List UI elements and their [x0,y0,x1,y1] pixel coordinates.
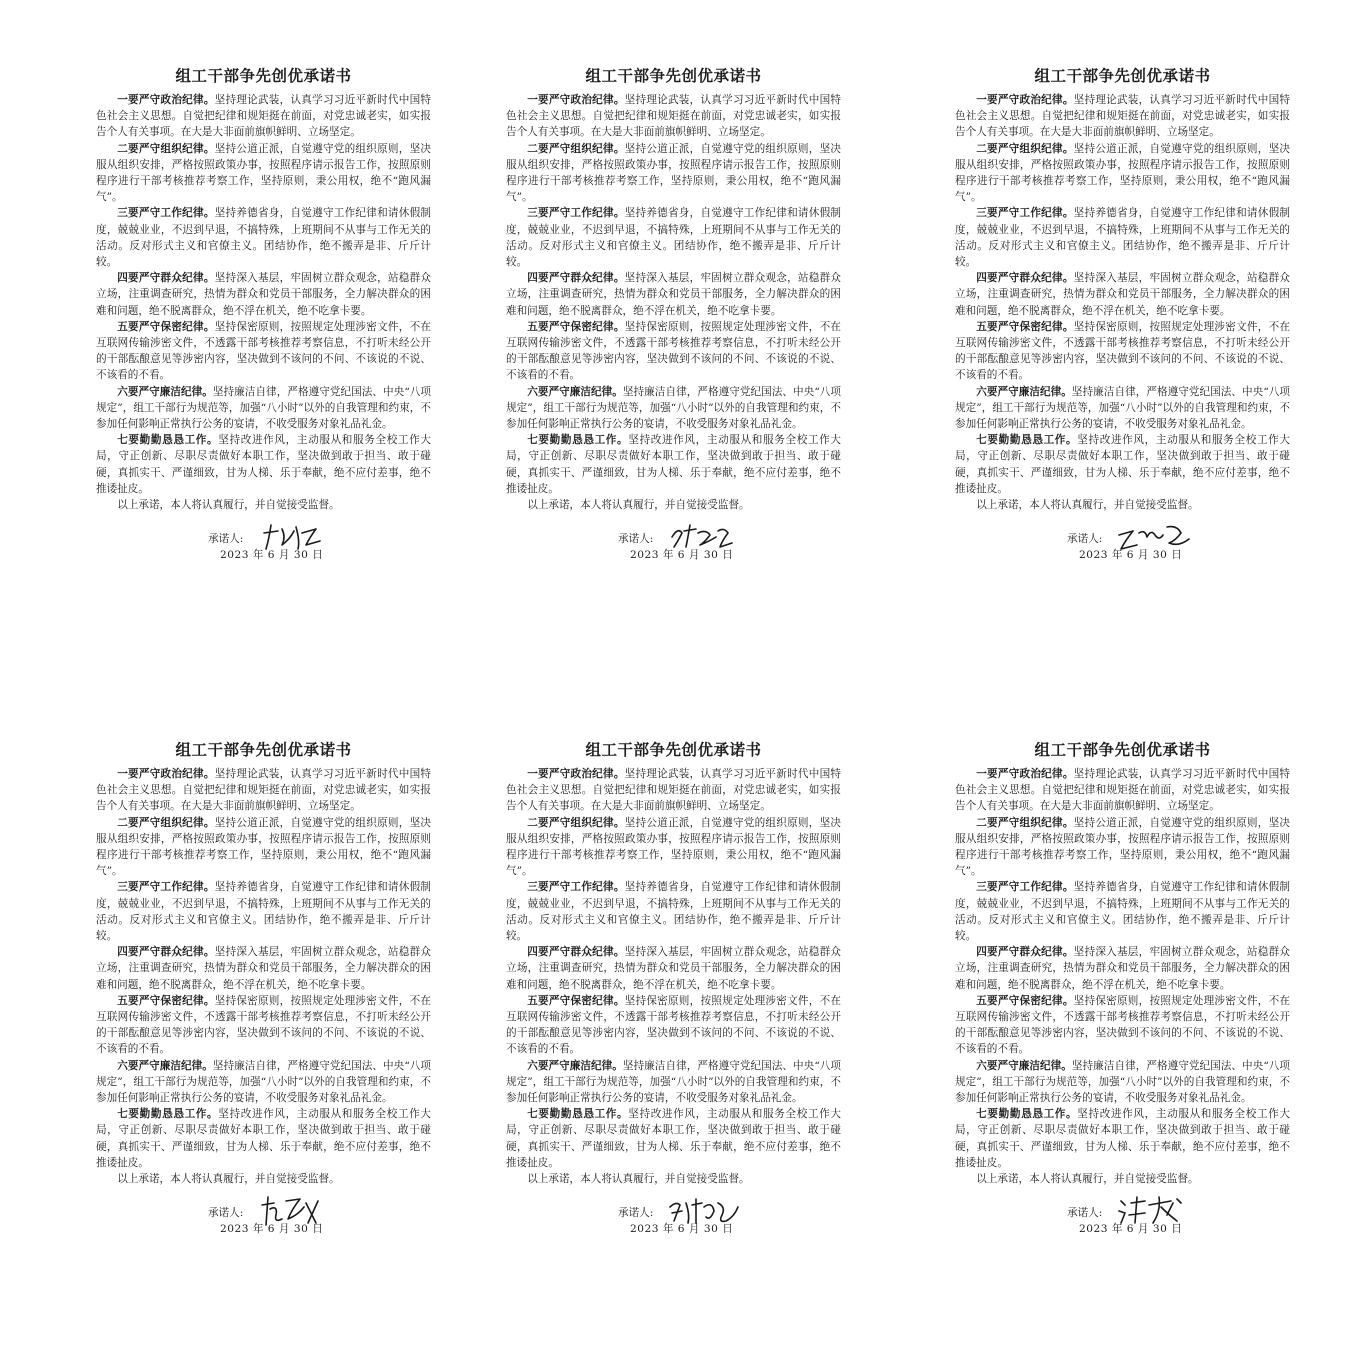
commitment-letter-5 [506,740,842,1236]
paragraph-text: 坚持理论武装，认真学习习近平新时代中国特色社会主义思想。自觉把纪律和规矩挺在前面，对党忠诚老实，如实报告个人有关事项。在大是大非面前旗帜鲜明、立场坚定。 [506,94,842,139]
signer-label: 承诺人: [1067,1207,1103,1220]
paragraph-5 [506,319,841,384]
paragraph-text: 坚持公道正派，自觉遵守党的组织原则，坚决服从组织安排，严格按照政策办事，按照程序请示报告工作，按照原则程序进行干部考核推荐考察工作，坚持原则，秉公用权，绝不“跑风漏气”。 [955,816,1291,878]
closing-text: 以上承诺，本人将认真履行，并自觉接受监督。 [976,1173,1199,1186]
closing-text: 以上承诺，本人将认真履行，并自觉接受监督。 [117,1173,340,1186]
paragraph-3 [955,879,1290,944]
closing-statement [506,1171,841,1187]
paragraph-text: 坚持深入基层，牢固树立群众观念，站稳群众立场，注重调查研究，热情为群众和党员干部服务，全力解决群众的困难和问题，绝不脱离群众，绝不浮在机关，绝不吃拿卡要。 [96,272,432,317]
document-title: 组工干部争先创优承诺书 [175,740,352,759]
paragraph-heading: 三要严守工作纪律。 [527,207,625,220]
paragraph-4 [955,944,1290,993]
paragraph-text: 坚持改进作风，主动服从和服务全校工作大局，守正创新、尽职尽责做好本职工作，坚决做到敢于担当、敢于碰硬，真抓实干、严谨细致，甘为人梯、乐于奉献，绝不应付差事，绝不推诿扯皮。 [955,434,1291,495]
paragraph-heading: 五要严守保密纪律。 [527,994,625,1007]
paragraph-heading: 七要勤勤恳恳工作。 [117,434,219,447]
signer-label: 承诺人: [618,1207,654,1220]
paragraph-heading: 一要严守政治纪律。 [527,94,625,106]
paragraph-5 [96,993,431,1058]
closing-text: 以上承诺，本人将认真履行，并自觉接受监督。 [976,499,1199,512]
paragraph-heading: 三要严守工作纪律。 [117,207,215,220]
paragraph-text: 坚持理论武装，认真学习习近平新时代中国特色社会主义思想。自觉把纪律和规矩挺在前面，对党忠诚老实，如实报告个人有关事项。在大是大非面前旗帜鲜明、立场坚定。 [96,768,432,813]
paragraph-3 [955,205,1290,270]
paragraph-text: 坚持保密原则，按照规定处理涉密文件，不在互联网传输涉密文件，不透露干部考核推荐考察信息，不打听未经公开的干部酝酿意见等涉密内容，坚决做到不该问的不问、不该说的不说、不该看的不看。 [96,994,432,1056]
signature-date: 2023 年 6 月 30 日 [220,549,324,562]
commitment-letter-3 [955,66,1291,562]
signature-block [96,519,431,562]
paragraph-5 [955,993,1290,1058]
paragraph-heading: 四要严守群众纪律。 [117,946,215,959]
signature-block [96,1193,431,1236]
paragraph-heading: 二要严守组织纪律。 [976,816,1074,829]
paragraph-text: 坚持深入基层，牢固树立群众观念，站稳群众立场，注重调查研究，热情为群众和党员干部服务，全力解决群众的困难和问题，绝不脱离群众，绝不浮在机关，绝不吃拿卡要。 [506,946,842,991]
paragraph-heading: 四要严守群众纪律。 [117,272,215,285]
paragraph-6 [955,384,1290,433]
paragraph-2 [955,141,1290,206]
paragraph-text: 坚持公道正派，自觉遵守党的组织原则，坚决服从组织安排，严格按照政策办事，按照程序请示报告工作，按照原则程序进行干部考核推荐考察工作，坚持原则，秉公用权，绝不“跑风漏气”。 [506,142,842,204]
signer-label: 承诺人: [208,533,244,546]
paragraph-text: 坚持养德省身，自觉遵守工作纪律和请休假制度，兢兢业业，不迟到早退，不搞特殊，上班期间不从事与工作无关的活动。反对形式主义和官僚主义。团结协作，绝不搬弄是非、斤斤计较。 [955,207,1291,269]
paragraph-3 [96,205,431,270]
paragraph-text: 坚持养德省身，自觉遵守工作纪律和请休假制度，兢兢业业，不迟到早退，不搞特殊，上班期间不从事与工作无关的活动。反对形式主义和官僚主义。团结协作，绝不搬弄是非、斤斤计较。 [506,207,842,269]
paragraph-heading: 五要严守保密纪律。 [117,994,215,1007]
paragraph-6 [955,1058,1290,1107]
document-title: 组工干部争先创优承诺书 [585,66,762,85]
paragraph-heading: 六要严守廉洁纪律。 [527,385,623,398]
paragraph-7 [506,432,841,497]
paragraph-7 [96,1106,431,1171]
paragraph-heading: 五要严守保密纪律。 [117,320,215,333]
paragraph-heading: 七要勤勤恳恳工作。 [117,1108,219,1121]
signature-block [506,519,841,562]
paragraph-1 [506,92,841,141]
paragraph-text: 坚持公道正派，自觉遵守党的组织原则，坚决服从组织安排，严格按照政策办事，按照程序请示报告工作，按照原则程序进行干部考核推荐考察工作，坚持原则，秉公用权，绝不“跑风漏气”。 [96,816,432,878]
paragraph-heading: 二要严守组织纪律。 [527,816,625,829]
document-title: 组工干部争先创优承诺书 [585,740,762,759]
signature-block [955,519,1290,562]
paragraph-4 [96,944,431,993]
paragraph-heading: 七要勤勤恳恳工作。 [527,1108,629,1121]
paragraph-heading: 七要勤勤恳恳工作。 [527,434,629,447]
closing-text: 以上承诺，本人将认真履行，并自觉接受监督。 [527,1173,750,1186]
paragraph-heading: 三要严守工作纪律。 [976,881,1074,894]
closing-statement [96,1171,431,1187]
paragraph-1 [506,766,841,815]
signature-date: 2023 年 6 月 30 日 [630,549,734,562]
commitment-letter-2 [506,66,842,562]
closing-text: 以上承诺，本人将认真履行，并自觉接受监督。 [527,499,750,512]
commitment-letter-1 [96,66,432,562]
paragraph-2 [96,141,431,206]
paragraph-text: 坚持廉洁自律，严格遵守党纪国法、中央“八项规定”，组工干部行为规范等，加强“八小时”以外的自我管理和约束，不参加任何影响正常执行公务的宴请，不收受服务对象礼品礼金。 [955,1059,1291,1105]
paragraph-6 [506,1058,841,1107]
paragraph-1 [955,92,1290,141]
paragraph-text: 坚持养德省身，自觉遵守工作纪律和请休假制度，兢兢业业，不迟到早退，不搞特殊，上班期间不从事与工作无关的活动。反对形式主义和官僚主义。团结协作，绝不搬弄是非、斤斤计较。 [96,881,432,943]
paragraph-heading: 四要严守群众纪律。 [976,272,1074,285]
paragraph-text: 坚持深入基层，牢固树立群众观念，站稳群众立场，注重调查研究，热情为群众和党员干部服务，全力解决群众的困难和问题，绝不脱离群众，绝不浮在机关，绝不吃拿卡要。 [506,272,842,317]
paragraph-text: 坚持改进作风，主动服从和服务全校工作大局，守正创新、尽职尽责做好本职工作，坚决做到敢于担当、敢于碰硬，真抓实干、严谨细致，甘为人梯、乐于奉献，绝不应付差事，绝不推诿扯皮。 [96,1108,432,1169]
paragraph-1 [96,92,431,141]
paragraph-heading: 五要严守保密纪律。 [527,320,625,333]
paragraph-5 [955,319,1290,384]
signature-date: 2023 年 6 月 30 日 [1079,1223,1183,1236]
paragraph-text: 坚持深入基层，牢固树立群众观念，站稳群众立场，注重调查研究，热情为群众和党员干部服务，全力解决群众的困难和问题，绝不脱离群众，绝不浮在机关，绝不吃拿卡要。 [955,946,1291,991]
commitment-letter-4 [96,740,432,1236]
closing-statement [96,497,431,513]
paragraph-text: 坚持改进作风，主动服从和服务全校工作大局，守正创新、尽职尽责做好本职工作，坚决做到敢于担当、敢于碰硬，真抓实干、严谨细致，甘为人梯、乐于奉献，绝不应付差事，绝不推诿扯皮。 [96,434,432,495]
paragraph-heading: 七要勤勤恳恳工作。 [976,1108,1078,1121]
paragraph-heading: 四要严守群众纪律。 [527,946,625,959]
paragraph-text: 坚持理论武装，认真学习习近平新时代中国特色社会主义思想。自觉把纪律和规矩挺在前面，对党忠诚老实，如实报告个人有关事项。在大是大非面前旗帜鲜明、立场坚定。 [506,768,842,813]
signature-date: 2023 年 6 月 30 日 [1079,549,1183,562]
closing-statement [955,1171,1290,1187]
paragraph-5 [506,993,841,1058]
signature-date: 2023 年 6 月 30 日 [220,1223,324,1236]
signature-date: 2023 年 6 月 30 日 [630,1223,734,1236]
paragraph-heading: 四要严守群众纪律。 [976,946,1074,959]
paragraph-text: 坚持廉洁自律，严格遵守党纪国法、中央“八项规定”，组工干部行为规范等，加强“八小时”以外的自我管理和约束，不参加任何影响正常执行公务的宴请，不收受服务对象礼品礼金。 [506,385,842,431]
paragraph-2 [96,815,431,880]
paragraph-text: 坚持廉洁自律，严格遵守党纪国法、中央“八项规定”，组工干部行为规范等，加强“八小时”以外的自我管理和约束，不参加任何影响正常执行公务的宴请，不收受服务对象礼品礼金。 [96,385,432,431]
signer-label: 承诺人: [208,1207,244,1220]
paragraph-5 [96,319,431,384]
paragraph-3 [96,879,431,944]
paragraph-heading: 二要严守组织纪律。 [117,816,215,829]
paragraph-4 [96,270,431,319]
document-title: 组工干部争先创优承诺书 [175,66,352,85]
paragraph-4 [506,270,841,319]
signature-block [506,1193,841,1236]
paragraph-7 [96,432,431,497]
paragraph-text: 坚持公道正派，自觉遵守党的组织原则，坚决服从组织安排，严格按照政策办事，按照程序请示报告工作，按照原则程序进行干部考核推荐考察工作，坚持原则，秉公用权，绝不“跑风漏气”。 [955,142,1291,204]
paragraph-7 [955,432,1290,497]
paragraph-text: 坚持廉洁自律，严格遵守党纪国法、中央“八项规定”，组工干部行为规范等，加强“八小时”以外的自我管理和约束，不参加任何影响正常执行公务的宴请，不收受服务对象礼品礼金。 [96,1059,432,1105]
paragraph-heading: 六要严守廉洁纪律。 [117,1059,213,1072]
paragraph-heading: 二要严守组织纪律。 [976,142,1074,155]
paragraph-4 [506,944,841,993]
paragraph-heading: 六要严守廉洁纪律。 [976,385,1072,398]
signer-label: 承诺人: [1067,533,1103,546]
paragraph-7 [506,1106,841,1171]
paragraph-text: 坚持养德省身，自觉遵守工作纪律和请休假制度，兢兢业业，不迟到早退，不搞特殊，上班期间不从事与工作无关的活动。反对形式主义和官僚主义。团结协作，绝不搬弄是非、斤斤计较。 [96,207,432,269]
paragraph-text: 坚持改进作风，主动服从和服务全校工作大局，守正创新、尽职尽责做好本职工作，坚决做到敢于担当、敢于碰硬，真抓实干、严谨细致，甘为人梯、乐于奉献，绝不应付差事，绝不推诿扯皮。 [506,1108,842,1169]
paragraph-2 [506,815,841,880]
paragraph-text: 坚持公道正派，自觉遵守党的组织原则，坚决服从组织安排，严格按照政策办事，按照程序请示报告工作，按照原则程序进行干部考核推荐考察工作，坚持原则，秉公用权，绝不“跑风漏气”。 [506,816,842,878]
paragraph-heading: 四要严守群众纪律。 [527,272,625,285]
paragraph-text: 坚持廉洁自律，严格遵守党纪国法、中央“八项规定”，组工干部行为规范等，加强“八小时”以外的自我管理和约束，不参加任何影响正常执行公务的宴请，不收受服务对象礼品礼金。 [955,385,1291,431]
paragraph-heading: 三要严守工作纪律。 [976,207,1074,220]
paragraph-heading: 六要严守廉洁纪律。 [976,1059,1072,1072]
paragraph-2 [506,141,841,206]
closing-statement [955,497,1290,513]
document-title: 组工干部争先创优承诺书 [1034,740,1211,759]
paragraph-6 [96,1058,431,1107]
paragraph-heading: 一要严守政治纪律。 [117,768,215,780]
paragraph-heading: 二要严守组织纪律。 [527,142,625,155]
paragraph-text: 坚持保密原则，按照规定处理涉密文件，不在互联网传输涉密文件，不透露干部考核推荐考察信息，不打听未经公开的干部酝酿意见等涉密内容，坚决做到不该问的不问、不该说的不说、不该看的不看。 [955,994,1291,1056]
paragraph-text: 坚持养德省身，自觉遵守工作纪律和请休假制度，兢兢业业，不迟到早退，不搞特殊，上班期间不从事与工作无关的活动。反对形式主义和官僚主义。团结协作，绝不搬弄是非、斤斤计较。 [955,881,1291,943]
paragraph-1 [96,766,431,815]
commitment-letter-6 [955,740,1291,1236]
paragraph-text: 坚持深入基层，牢固树立群众观念，站稳群众立场，注重调查研究，热情为群众和党员干部服务，全力解决群众的困难和问题，绝不脱离群众，绝不浮在机关，绝不吃拿卡要。 [96,946,432,991]
paragraph-text: 坚持养德省身，自觉遵守工作纪律和请休假制度，兢兢业业，不迟到早退，不搞特殊，上班期间不从事与工作无关的活动。反对形式主义和官僚主义。团结协作，绝不搬弄是非、斤斤计较。 [506,881,842,943]
paragraph-heading: 五要严守保密纪律。 [976,994,1074,1007]
paragraph-text: 坚持公道正派，自觉遵守党的组织原则，坚决服从组织安排，严格按照政策办事，按照程序请示报告工作，按照原则程序进行干部考核推荐考察工作，坚持原则，秉公用权，绝不“跑风漏气”。 [96,142,432,204]
paragraph-text: 坚持廉洁自律，严格遵守党纪国法、中央“八项规定”，组工干部行为规范等，加强“八小时”以外的自我管理和约束，不参加任何影响正常执行公务的宴请，不收受服务对象礼品礼金。 [506,1059,842,1105]
paragraph-text: 坚持保密原则，按照规定处理涉密文件，不在互联网传输涉密文件，不透露干部考核推荐考察信息，不打听未经公开的干部酝酿意见等涉密内容，坚决做到不该问的不问、不该说的不说、不该看的不看。 [96,320,432,382]
signer-label: 承诺人: [618,533,654,546]
signature-block [955,1193,1290,1236]
paragraph-1 [955,766,1290,815]
paragraph-heading: 七要勤勤恳恳工作。 [976,434,1078,447]
paragraph-6 [96,384,431,433]
paragraph-heading: 一要严守政治纪律。 [976,768,1074,780]
paragraph-4 [955,270,1290,319]
paragraph-heading: 二要严守组织纪律。 [117,142,215,155]
paragraph-heading: 五要严守保密纪律。 [976,320,1074,333]
paragraph-heading: 三要严守工作纪律。 [527,881,625,894]
paragraph-2 [955,815,1290,880]
paragraph-heading: 六要严守廉洁纪律。 [117,385,213,398]
closing-text: 以上承诺，本人将认真履行，并自觉接受监督。 [117,499,340,512]
paragraph-text: 坚持保密原则，按照规定处理涉密文件，不在互联网传输涉密文件，不透露干部考核推荐考察信息，不打听未经公开的干部酝酿意见等涉密内容，坚决做到不该问的不问、不该说的不说、不该看的不看。 [955,320,1291,382]
paragraph-text: 坚持改进作风，主动服从和服务全校工作大局，守正创新、尽职尽责做好本职工作，坚决做到敢于担当、敢于碰硬，真抓实干、严谨细致，甘为人梯、乐于奉献，绝不应付差事，绝不推诿扯皮。 [506,434,842,495]
paragraph-text: 坚持深入基层，牢固树立群众观念，站稳群众立场，注重调查研究，热情为群众和党员干部服务，全力解决群众的困难和问题，绝不脱离群众，绝不浮在机关，绝不吃拿卡要。 [955,272,1291,317]
paragraph-text: 坚持理论武装，认真学习习近平新时代中国特色社会主义思想。自觉把纪律和规矩挺在前面，对党忠诚老实，如实报告个人有关事项。在大是大非面前旗帜鲜明、立场坚定。 [955,768,1291,813]
paragraph-heading: 一要严守政治纪律。 [527,768,625,780]
paragraph-text: 坚持保密原则，按照规定处理涉密文件，不在互联网传输涉密文件，不透露干部考核推荐考察信息，不打听未经公开的干部酝酿意见等涉密内容，坚决做到不该问的不问、不该说的不说、不该看的不看。 [506,994,842,1056]
paragraph-3 [506,879,841,944]
paragraph-heading: 一要严守政治纪律。 [117,94,215,106]
paragraph-text: 坚持理论武装，认真学习习近平新时代中国特色社会主义思想。自觉把纪律和规矩挺在前面，对党忠诚老实，如实报告个人有关事项。在大是大非面前旗帜鲜明、立场坚定。 [955,94,1291,139]
paragraph-7 [955,1106,1290,1171]
paragraph-text: 坚持改进作风，主动服从和服务全校工作大局，守正创新、尽职尽责做好本职工作，坚决做到敢于担当、敢于碰硬，真抓实干、严谨细致，甘为人梯、乐于奉献，绝不应付差事，绝不推诿扯皮。 [955,1108,1291,1169]
document-title: 组工干部争先创优承诺书 [1034,66,1211,85]
closing-statement [506,497,841,513]
paragraph-3 [506,205,841,270]
paragraph-6 [506,384,841,433]
paragraph-text: 坚持理论武装，认真学习习近平新时代中国特色社会主义思想。自觉把纪律和规矩挺在前面，对党忠诚老实，如实报告个人有关事项。在大是大非面前旗帜鲜明、立场坚定。 [96,94,432,139]
paragraph-heading: 三要严守工作纪律。 [117,881,215,894]
paragraph-text: 坚持保密原则，按照规定处理涉密文件，不在互联网传输涉密文件，不透露干部考核推荐考察信息，不打听未经公开的干部酝酿意见等涉密内容，坚决做到不该问的不问、不该说的不说、不该看的不看。 [506,320,842,382]
paragraph-heading: 六要严守廉洁纪律。 [527,1059,623,1072]
paragraph-heading: 一要严守政治纪律。 [976,94,1074,106]
